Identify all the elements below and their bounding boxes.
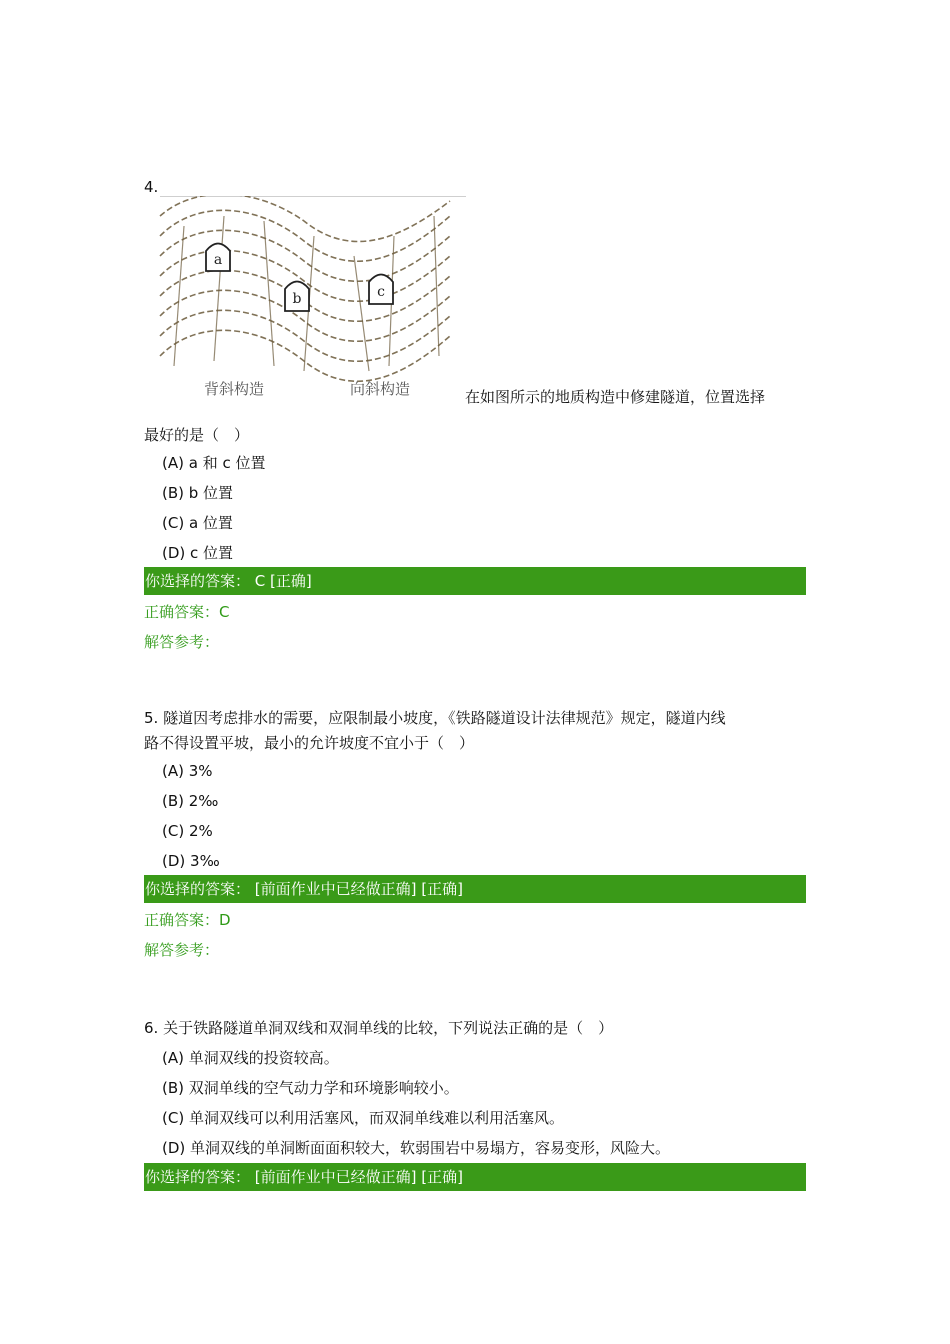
- question-4-text-part2: 最好的是（ ）: [144, 426, 250, 444]
- q6-selected-answer-bar: 你选择的答案： [前面作业中已经做正确] [正确]: [144, 1163, 806, 1191]
- tunnel-c: [369, 275, 393, 305]
- svg-text:a: a: [213, 252, 223, 268]
- q4-correct-answer: 正确答案：C: [144, 603, 230, 621]
- q4-option-b[interactable]: (B) b 位置: [162, 484, 234, 502]
- q4-answer-reference: 解答参考：: [144, 633, 220, 651]
- q5-option-a[interactable]: (A) 3%: [162, 762, 213, 780]
- tunnel-b: [285, 282, 309, 312]
- q5-selected-answer-bar: 你选择的答案： [前面作业中已经做正确] [正确]: [144, 875, 806, 903]
- label-syncline: 向斜构造: [349, 380, 411, 398]
- q4-option-c[interactable]: (C) a 位置: [162, 514, 233, 532]
- tunnel-a: [206, 244, 230, 272]
- question-6-text-line1: 6. 关于铁路隧道单洞双线和双洞单线的比较，下列说法正确的是（ ）: [144, 1019, 614, 1037]
- q6-option-c[interactable]: (C) 单洞双线可以利用活塞风，而双洞单线难以利用活塞风。: [162, 1109, 564, 1127]
- question-5-text-line1: 5. 隧道因考虑排水的需要，应限制最小坡度，《铁路隧道设计法律规范》规定，隧道内线: [144, 709, 726, 727]
- q4-selected-answer-bar: 你选择的答案： C [正确]: [144, 567, 806, 595]
- q5-option-b[interactable]: (B) 2‰: [162, 792, 219, 810]
- q6-option-b[interactable]: (B) 双洞单线的空气动力学和环境影响较小。: [162, 1079, 459, 1097]
- svg-text:b: b: [292, 291, 302, 307]
- label-anticline: 背斜构造: [203, 380, 265, 398]
- question-5-text-line2: 路不得设置平坡，最小的允许坡度不宜小于（ ）: [144, 734, 475, 752]
- q5-option-d[interactable]: (D) 3‰: [162, 852, 220, 870]
- geology-structure-figure: [154, 196, 466, 406]
- q5-correct-answer: 正确答案：D: [144, 911, 231, 929]
- q5-option-c[interactable]: (C) 2%: [162, 822, 213, 840]
- question-4-number: 4.: [144, 178, 159, 196]
- q4-option-a[interactable]: (A) a 和 c 位置: [162, 454, 266, 472]
- svg-text:c: c: [377, 284, 385, 300]
- q6-option-a[interactable]: (A) 单洞双线的投资较高。: [162, 1049, 339, 1067]
- q5-answer-reference: 解答参考：: [144, 941, 220, 959]
- q6-option-d[interactable]: (D) 单洞双线的单洞断面面积较大，软弱围岩中易塌方，容易变形，风险大。: [162, 1139, 671, 1157]
- q4-option-d[interactable]: (D) c 位置: [162, 544, 234, 562]
- question-4-text-part1: 在如图所示的地质构造中修建隧道，位置选择: [465, 388, 766, 406]
